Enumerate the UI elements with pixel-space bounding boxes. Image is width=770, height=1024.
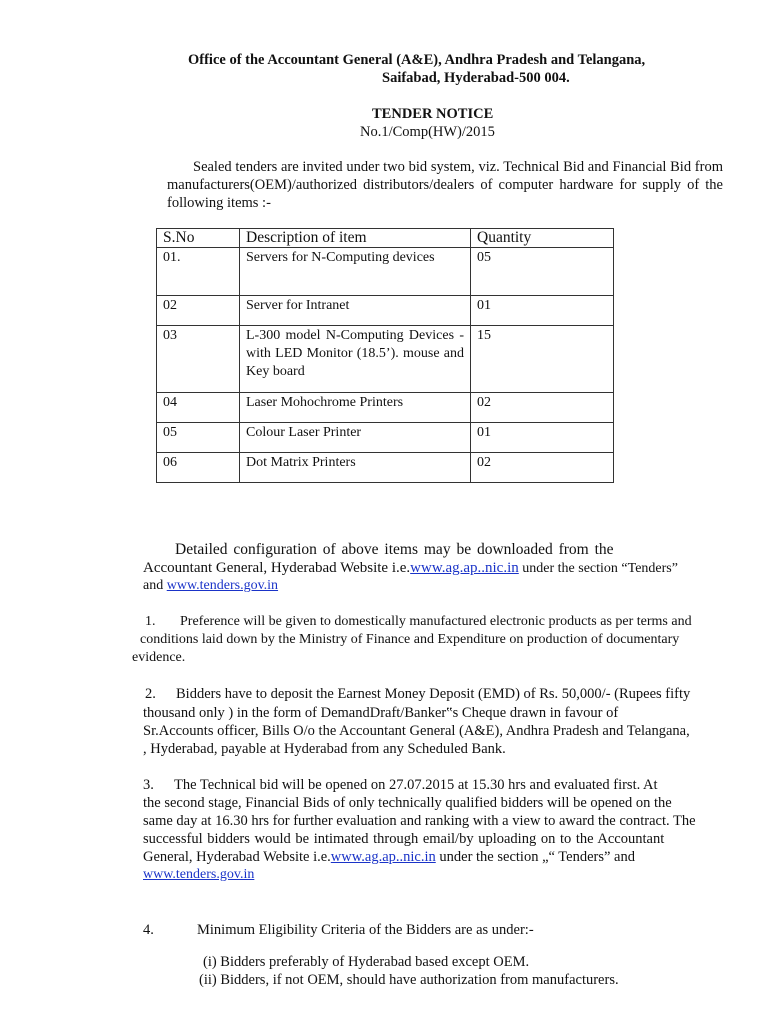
clause-2-line-4: , Hyderabad, payable at Hyderabad from any Scheduled Bank.	[143, 741, 506, 757]
row-quantity: 01	[471, 296, 614, 326]
column-header-sno: S.No	[157, 229, 240, 248]
details-text: Accountant General, Hyderabad Website i.e.	[143, 560, 411, 576]
row-quantity: 02	[471, 453, 614, 483]
row-quantity: 05	[471, 248, 614, 296]
row-sno: 01.	[157, 248, 240, 296]
table-row	[157, 326, 614, 393]
row-description: Laser Mohochrome Printers	[240, 393, 471, 423]
clause-2-line-2: thousand only ) in the form of DemandDraft/Banker‟s Cheque drawn in favour of	[143, 705, 619, 721]
row-quantity: 01	[471, 423, 614, 453]
table-row	[157, 393, 614, 423]
tender-number: No.1/Comp(HW)/2015	[360, 124, 495, 140]
table-row	[157, 248, 614, 296]
clause-3-line-3: same day at 16.30 hrs for further evaluation and ranking with a view to award the contract. The	[143, 813, 696, 829]
clause-1-line-2: conditions laid down by the Ministry of Finance and Expenditure on production of documentary	[140, 632, 680, 647]
clause-2-line-3: Sr.Accounts officer, Bills O/o the Accountant General (A&E), Andhra Pradesh and Telangana,	[143, 723, 690, 739]
clause-3-line-5	[143, 849, 635, 866]
row-description: Colour Laser Printer	[240, 423, 471, 453]
row-description: Server for Intranet	[240, 296, 471, 326]
table-row	[157, 423, 614, 453]
description-text: L-300 model N-Computing Devices - with LED Monitor (18.5’). mouse and Key board	[246, 328, 464, 379]
row-quantity: 02	[471, 393, 614, 423]
clause-4-text: Minimum Eligibility Criteria of the Bidders are as under:-	[197, 922, 534, 938]
clause-3-section-text: under the section „“ Tenders” and	[435, 849, 635, 865]
row-description: Dot Matrix Printers	[240, 453, 471, 483]
tender-notice-title: TENDER NOTICE	[372, 106, 494, 122]
row-sno: 03	[157, 326, 240, 393]
clause-2-number: 2.	[145, 686, 156, 702]
row-quantity: 15	[471, 326, 614, 393]
clause-3-text: General, Hyderabad Website i.e.	[143, 849, 331, 865]
office-address: Saifabad, Hyderabad-500 004.	[382, 70, 570, 86]
column-header-quantity: Quantity	[471, 229, 614, 248]
clause-3-line-1: The Technical bid will be opened on 27.07.2015 at 15.30 hrs and evaluated first. At	[174, 777, 658, 793]
column-header-description: Description of item	[240, 229, 471, 248]
ag-website-link[interactable]: www.ag.ap..nic.in	[410, 560, 519, 576]
details-section-text: under the section “Tenders”	[518, 561, 678, 576]
tenders-website-link[interactable]: www.tenders.gov.in	[166, 578, 279, 593]
clause-3-number: 3.	[143, 777, 154, 793]
clause-3-line-4: successful bidders would be intimated through email/by uploading on to the Accountant	[143, 831, 665, 847]
office-heading: Office of the Accountant General (A&E), Andhra Pradesh and Telangana,	[188, 52, 646, 68]
table-row	[157, 453, 614, 483]
row-sno: 02	[157, 296, 240, 326]
clause-4-number: 4.	[143, 922, 154, 938]
row-description	[240, 326, 471, 393]
clause-3-line-6	[143, 867, 254, 883]
clause-1-line-1: Preference will be given to domestically manufactured electronic products as per terms and	[180, 614, 692, 629]
intro-paragraph: Sealed tenders are invited under two bid system, viz. Technical Bid and Financial Bid from manufacturers(OEM)/authorized distributors/dealers of computer hardware for supply of the following items :-	[167, 159, 723, 211]
clause-4-criterion-1: (i) Bidders preferably of Hyderabad based except OEM.	[203, 954, 530, 970]
clause-2-line-1: Bidders have to deposit the Earnest Money Deposit (EMD) of Rs. 50,000/- (Rupees fifty	[176, 686, 691, 702]
clause-1-line-3: evidence.	[132, 650, 186, 665]
details-line-3	[143, 578, 278, 594]
table-row	[157, 296, 614, 326]
details-and-text: and	[143, 578, 167, 593]
details-line-2	[143, 560, 678, 577]
table-header-row	[157, 229, 614, 248]
details-line-1: Detailed configuration of above items may be downloaded from the	[175, 541, 614, 558]
tenders-website-link[interactable]: www.tenders.gov.in	[143, 867, 255, 882]
row-sno: 06	[157, 453, 240, 483]
clause-3-line-2: the second stage, Financial Bids of only technically qualified bidders will be opened on the	[143, 795, 672, 811]
row-sno: 04	[157, 393, 240, 423]
clause-1-number: 1.	[145, 614, 156, 629]
row-description	[240, 248, 471, 296]
ag-website-link[interactable]: www.ag.ap..nic.in	[330, 849, 436, 865]
clause-4-criterion-2: (ii) Bidders, if not OEM, should have authorization from manufacturers.	[199, 972, 619, 988]
row-sno: 05	[157, 423, 240, 453]
items-table	[156, 228, 614, 483]
description-text: Servers for N-Computing devices	[246, 250, 435, 265]
